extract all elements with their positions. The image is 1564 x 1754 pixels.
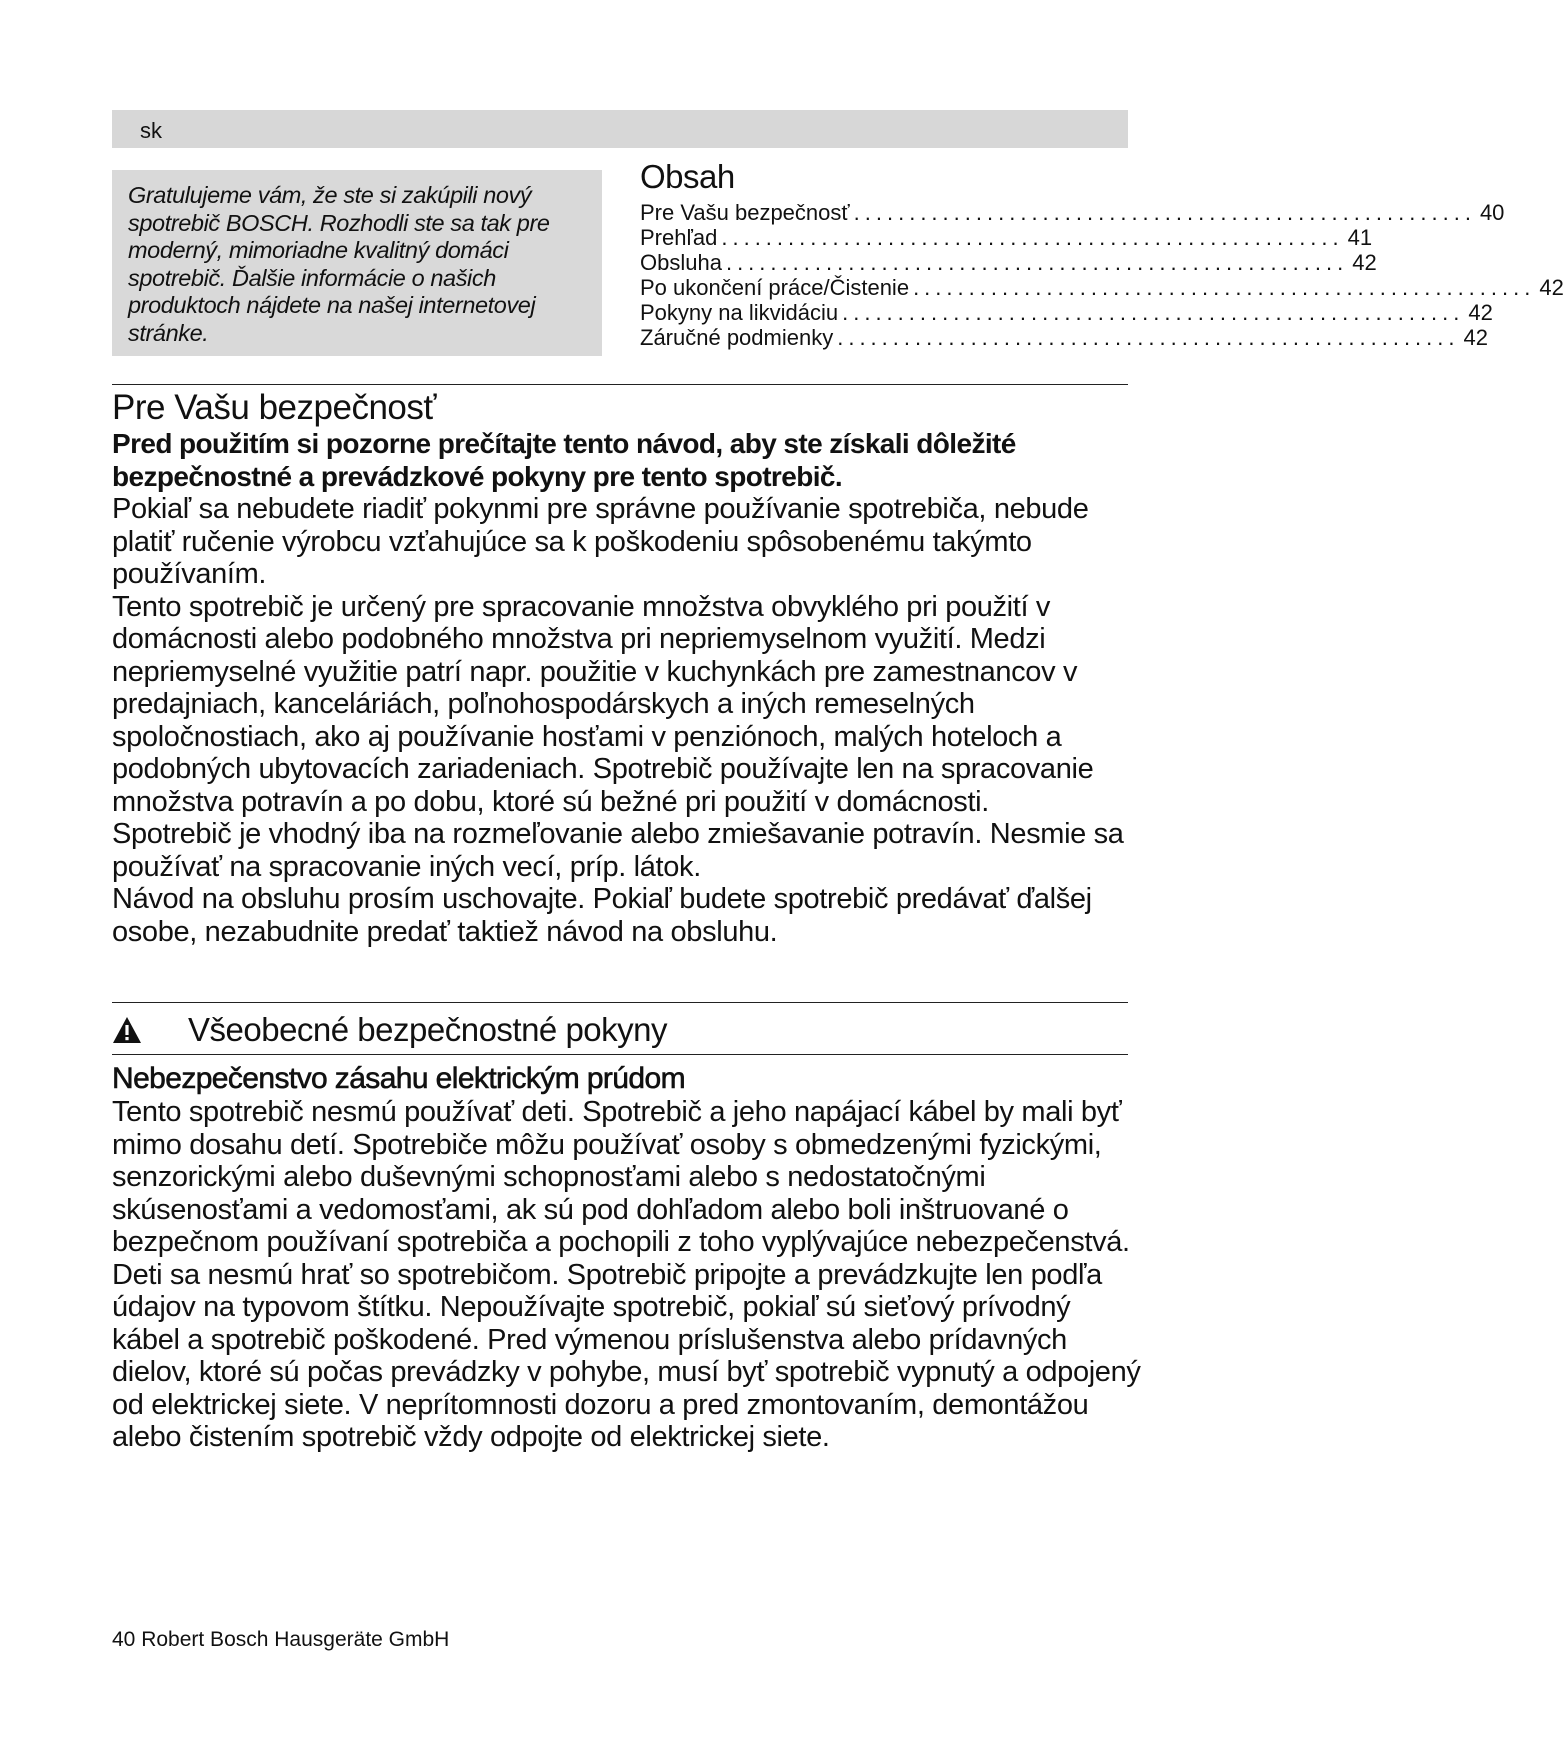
safety-title: Pre Vašu bezpečnosť <box>112 388 437 427</box>
toc-item[interactable] <box>640 300 1493 325</box>
toc-item[interactable] <box>640 200 1505 225</box>
toc-item-page: 42 <box>1463 325 1488 350</box>
toc-item-page: 41 <box>1347 225 1373 250</box>
language-bar <box>112 110 1128 148</box>
toc-item[interactable] <box>640 250 1377 275</box>
toc-leader: ........................................................ <box>853 200 1476 225</box>
toc-leader: ........................................................ <box>842 300 1465 325</box>
section-divider <box>112 384 1128 385</box>
electric-shock-title: Nebezpečenstvo zásahu elektrickým prúdom <box>112 1062 685 1095</box>
electric-shock-section <box>112 1062 1142 1454</box>
safety-section <box>112 388 1142 948</box>
toc-item-page: 40 <box>1479 200 1505 225</box>
general-safety-heading <box>112 1010 1128 1054</box>
toc-item-label: Záručné podmienky <box>640 325 834 350</box>
toc-item-label: Pokyny na likvidáciu <box>640 300 839 325</box>
toc-item[interactable] <box>640 325 1488 350</box>
section-divider <box>112 1002 1128 1003</box>
general-safety-title: Všeobecné bezpečnostné pokyny <box>188 1011 668 1048</box>
safety-paragraph: Tento spotrebič je určený pre spracovanie množstva obvyklého pri použití v domácnosti alebo podobného množstva pri nepriemyselnom využití. Medzi nepriemyselné využitie patrí napr. použitie v kuchynkách pre zamestnancov v predajniach, kanceláriách, poľnohospodárskych a iných remeselných spoločnostiach, ako aj používanie hosťami v penziónoch, malých hoteloch a podobných ubytovacích zariadeniach. Spotrebič používajte len na spracovanie množstva potravín a po dobu, ktoré sú bežné pri použití v domácnosti. <box>112 590 1094 818</box>
intro-box <box>112 170 602 356</box>
table-of-contents <box>640 158 1564 350</box>
safety-paragraph: Pokiaľ sa nebudete riadiť pokynmi pre správne používanie spotrebiča, nebude platiť ručenie výrobcu vzťahujúce sa k poškodeniu spôsobenému takýmto používaním. <box>112 493 1089 590</box>
electric-shock-text: Tento spotrebič nesmú používať deti. Spotrebič a jeho napájací kábel by mali byť mimo dosahu detí. Spotrebiče môžu používať osoby s obmedzenými fyzickými, senzorickými alebo duševnými schopnosťami alebo s nedostatočnými skúsenosťami a vedomosťami, ak sú pod dohľadom alebo boli inštruované o bezpečnom používaní spotrebiča a pochopili z toho vyplývajúce nebezpečenstvá. Deti sa nesmú hrať so spotrebičom. Spotrebič pripojte a prevádzkujte len podľa údajov na typovom štítku. Nepoužívajte spotrebič, pokiaľ sú sieťový prívodný kábel a spotrebič poškodené. Pred výmenou príslušenstva alebo prídavných dielov, ktoré sú počas prevádzky v pohybe, musí byť spotrebič vypnutý a odpojený od elektrickej siete. V neprítomnosti dozoru a pred zmontovaním, demontážou alebo čistením spotrebič vždy odpojte od elektrickej siete. <box>112 1096 1141 1453</box>
toc-item-label: Pre Vašu bezpečnosť <box>640 200 850 225</box>
safety-paragraph: Návod na obsluhu prosím uschovajte. Pokiaľ budete spotrebič predávať ďalšej osobe, nezabudnite predať taktiež návod na obsluhu. <box>112 883 1092 948</box>
toc-item-label: Prehľad <box>640 225 718 250</box>
warning-icon <box>112 1016 142 1044</box>
toc-item[interactable] <box>640 225 1373 250</box>
page-footer: 40 Robert Bosch Hausgeräte GmbH <box>112 1628 450 1651</box>
toc-title: Obsah <box>640 158 735 195</box>
language-code: sk <box>140 118 162 143</box>
toc-leader: ........................................................ <box>837 325 1460 350</box>
toc-item-page: 42 <box>1352 250 1377 275</box>
toc-leader: ........................................................ <box>721 225 1344 250</box>
toc-item-label: Obsluha <box>640 250 722 275</box>
toc-item-page: 42 <box>1468 300 1493 325</box>
toc-item[interactable] <box>640 275 1564 300</box>
toc-item-page: 42 <box>1539 275 1564 300</box>
section-divider <box>112 1054 1128 1055</box>
toc-item-label: Po ukončení práce/Čistenie <box>640 275 910 300</box>
intro-text: Gratulujeme vám, že ste si zakúpili nový spotrebič BOSCH. Rozhodli ste sa tak pre moderný, mimoriadne kvalitný domáci spotrebič. Ďalšie informácie o našich produktoch nájdete na našej internetovej stránke. <box>128 182 550 346</box>
safety-lead: Pred použitím si pozorne prečítajte tento návod, aby ste získali dôležité bezpečnostné a prevádzkové pokyny pre tento spotrebič. <box>112 428 1016 492</box>
toc-leader: ........................................................ <box>913 275 1536 300</box>
toc-leader: ........................................................ <box>725 250 1349 275</box>
safety-paragraph: Spotrebič je vhodný iba na rozmeľovanie alebo zmiešavanie potravín. Nesmie sa používať na spracovanie iných vecí, príp. látok. <box>112 818 1124 883</box>
